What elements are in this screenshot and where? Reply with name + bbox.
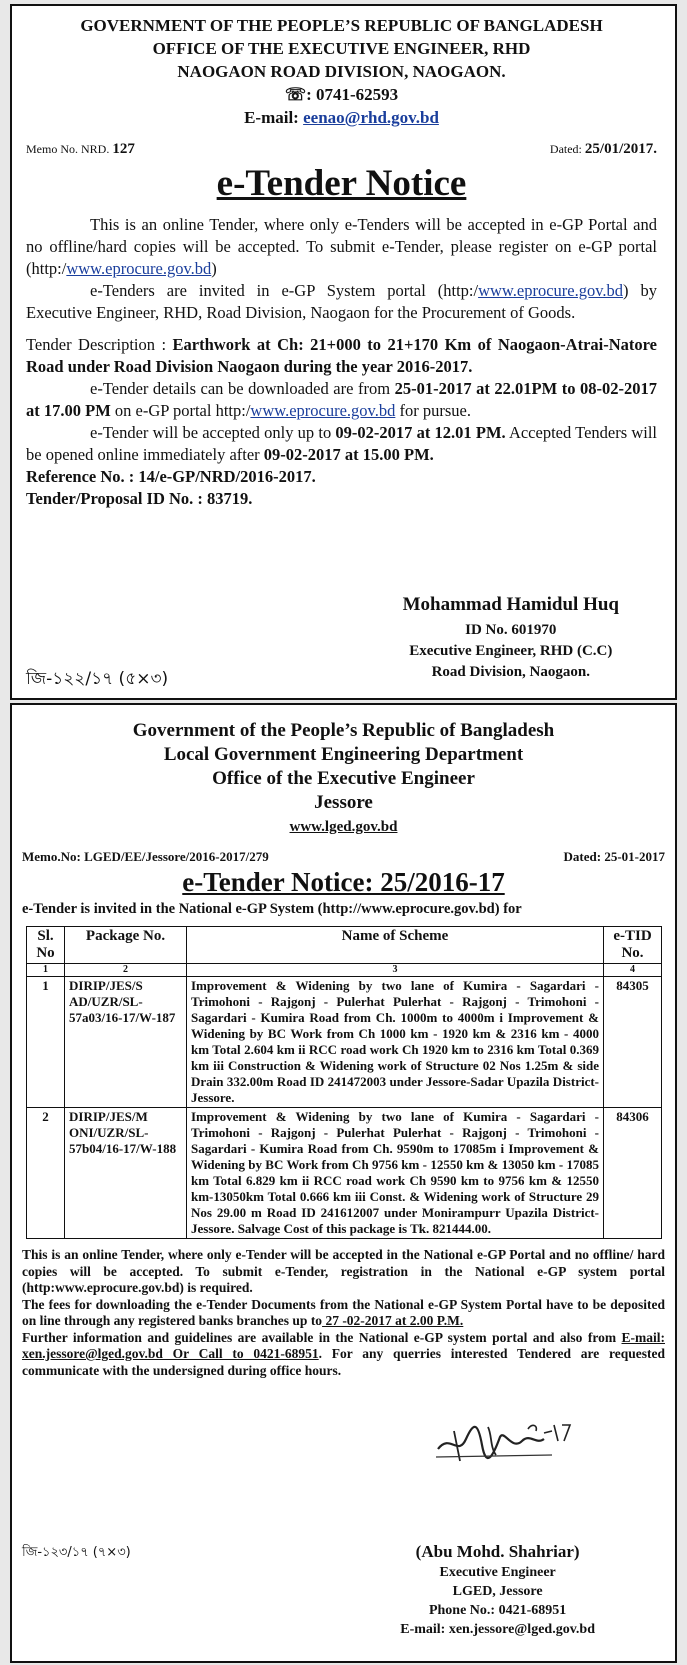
eprocure-link-3[interactable]: www.eprocure.gov.bd [250,401,396,420]
telephone-icon: ☏ [284,85,307,104]
memo-date: Dated: 25-01-2017 [563,849,665,864]
header-line-2: OFFICE OF THE EXECUTIVE ENGINEER, RHD [152,39,531,58]
website-link[interactable]: www.lged.gov.bd [289,819,398,835]
cell-package: DIRIP/JES/M ONI/UZR/SL-57b04/16-17/W-188 [65,1108,187,1239]
header-line-3: NAOGAON ROAD DIVISION, NAOGAON. [177,62,506,81]
signatory-name: (Abu Mohd. Shahriar) [415,1542,580,1561]
memo-number: Memo.No: LGED/EE/Jessore/2016-2017/279 [22,849,269,864]
header-line-2: Local Government Engineering Department [163,744,524,765]
download-period: e-Tender details can be downloaded are from 25-01-2017 at 22.01PM to 08-02-2017 at 17.00 PM on e-GP portal http:/www.eprocure.gov.bd for pursue. [26,379,657,420]
header-line-1: Government of the People’s Republic of Bangladesh [132,720,555,741]
table-header-row [27,927,662,964]
memo-date: Dated: 25/01/2017. [549,141,657,157]
header-sl: Sl. No [27,927,65,964]
eprocure-link-2[interactable]: www.eprocure.gov.bd [478,281,624,300]
signatory-email: E-mail: xen.jessore@lged.gov.bd [400,1622,595,1637]
invitation-line: e-Tender is invited in the National e-GP System (http://www.eprocure.gov.bd) for [22,901,522,917]
email-link[interactable]: eenao@rhd.gov.bd [303,108,439,127]
signatory-phone: Phone No.: 0421-68951 [428,1603,567,1618]
memo-row [26,141,657,158]
header-line-4: Jessore [314,792,373,813]
fee-note: The fees for downloading the e-Tender Documents from the National e-GP System Portal have to be deposited on line through any registered banks branches up to 27 -02-2017 at 2.00 P.M. [22,1296,665,1328]
tender-description: Tender Description : Earthwork at Ch: 21+000 to 21+170 Km of Naogaon-Atrai-Natore Road under Road Division Naogaon during the year 2016-2017. [26,335,658,376]
cell-scheme: Improvement & Widening by two lane of Kumira - Sagardari - Trimohoni - Rajgonj - Pulerhat Pulerhat - Rajgonj - Trimohoni - Sagardari - Kumira Road from Ch. 9590m to 17085m i Improvement & Widening by BC Work from Ch 9756 km - 12550 km & 13050 km - 17085 km Total 6.829 km ii RCC road work Ch 9590 km to 9756 km & 12550 km-13050km Total 0.666 km iii Const. & Widening work of Structure 29 Nos 29.00 m Road ID 241612007 under Monirampurr Upazila District-Jessore. Salvage Cost of this package is Tk. 821444.00. [187,1108,604,1239]
cell-tid: 84305 [604,977,662,1108]
paragraph-invitation: e-Tenders are invited in e-GP System portal (http:/www.eprocure.gov.bd) by Executive Engineer, RHD, Road Division, Naogaon for the Procurement of Goods. [26,281,657,322]
header-line-1: GOVERNMENT OF THE PEOPLE’S REPUBLIC OF BANGLADESH [80,16,603,35]
eprocure-link-1[interactable]: www.eprocure.gov.bd [66,259,212,278]
cell-sl: 2 [27,1108,65,1239]
contact-link[interactable]: E-mail: xen.jessore@lged.gov.bd Or Call to 0421-68951 [22,1329,665,1361]
proposal-id: Tender/Proposal ID No. : 83719. [26,489,253,508]
table-row [27,1108,662,1239]
header-package: Package No. [65,927,187,964]
signatory-block [403,594,619,683]
signatory-designation: Executive Engineer, RHD (C.C) [409,643,613,659]
header-tid: e-TID No. [604,927,662,964]
paragraph-online-tender: This is an online Tender, where only e-Tenders will be accepted in e-GP Portal and no offline/hard copies will be accepted. To submit e-Tender, please register on e-GP portal (http:/www.eprocure.gov.bd) [26,215,657,278]
publication-code: জি-১২৩/১৭ (৭×৩) [22,1545,131,1560]
phone-number: : 0741-62593 [306,85,399,104]
footer-notes [22,1247,665,1379]
signatory-id: ID No. 601970 [465,622,557,638]
acceptance-period: e-Tender will be accepted only up to 09-02-2017 at 12.01 PM. Accepted Tenders will be opened online immediately after 09-02-2017 at 15.00 PM. [26,423,658,464]
signatory-designation: Executive Engineer [439,1565,556,1580]
online-tender-note: This is an online Tender, where only e-Tender will be accepted in the National e-GP Portal and no offline/ hard copies will be accepted. To submit e-Tender, registration in the National e-GP system portal (http:www.eprocure.gov.bd) is required. [22,1247,665,1295]
cell-sl: 1 [27,977,65,1108]
rhd-tender-notice [10,4,677,700]
column-number-row: 1 2 3 4 [27,964,662,977]
notice-title: e-Tender Notice: 25/2016-17 [182,867,505,897]
scheme-table [26,926,662,1239]
email-label: E-mail: [244,108,299,127]
header-scheme: Name of Scheme [187,927,604,964]
reference-number: Reference No. : 14/e-GP/NRD/2016-2017. [26,467,316,486]
signatory-block [400,1541,595,1639]
email-line [26,106,657,129]
handwritten-signature [432,1411,582,1469]
contact-note: Further information and guidelines are available in the National e-GP system portal and also from E-mail: xen.jessore@lged.gov.bd Or Call to 0421-68951. For any querries interested Tendered are requested communicate with the undersigned during office hours. [22,1329,665,1378]
signatory-office: LGED, Jessore [452,1584,543,1599]
signatory-name: Mohammad Hamidul Huq [402,594,619,615]
memo-row [22,849,665,865]
publication-code: জি-১২২/১৭ (৫×৩) [26,669,169,689]
table-row [27,977,662,1108]
signatory-office: Road Division, Naogaon. [431,664,590,680]
lged-tender-notice [10,703,677,1663]
cell-package: DIRIP/JES/S AD/UZR/SL-57a03/16-17/W-187 [65,977,187,1108]
header-line-3: Office of the Executive Engineer [212,768,475,789]
cell-scheme: Improvement & Widening by two lane of Kumira - Sagardari - Trimohoni - Rajgonj - Pulerhat Pulerhat - Rajgonj - Trimohoni - Sagardari - Kumira Road from Ch. 1000m to 4000m i Improvement & Widening by BC Work from Ch 1000 km - 1920 km & 2316 km - 4000 km Total 2.604 km ii RCC road work Ch 1920 km to 2316 km Total 0.369 km iii Construction & Widening work of Structure 02 Nos 1.25m & side Drain 332.00m Road ID 241472003 under Jessore-Sadar Upazila District-Jessore. [187,977,604,1108]
notice-title: e-Tender Notice [216,163,467,204]
memo-number: Memo No. NRD. 127 [26,141,135,157]
cell-tid: 84306 [604,1108,662,1239]
phone-line [26,83,657,106]
